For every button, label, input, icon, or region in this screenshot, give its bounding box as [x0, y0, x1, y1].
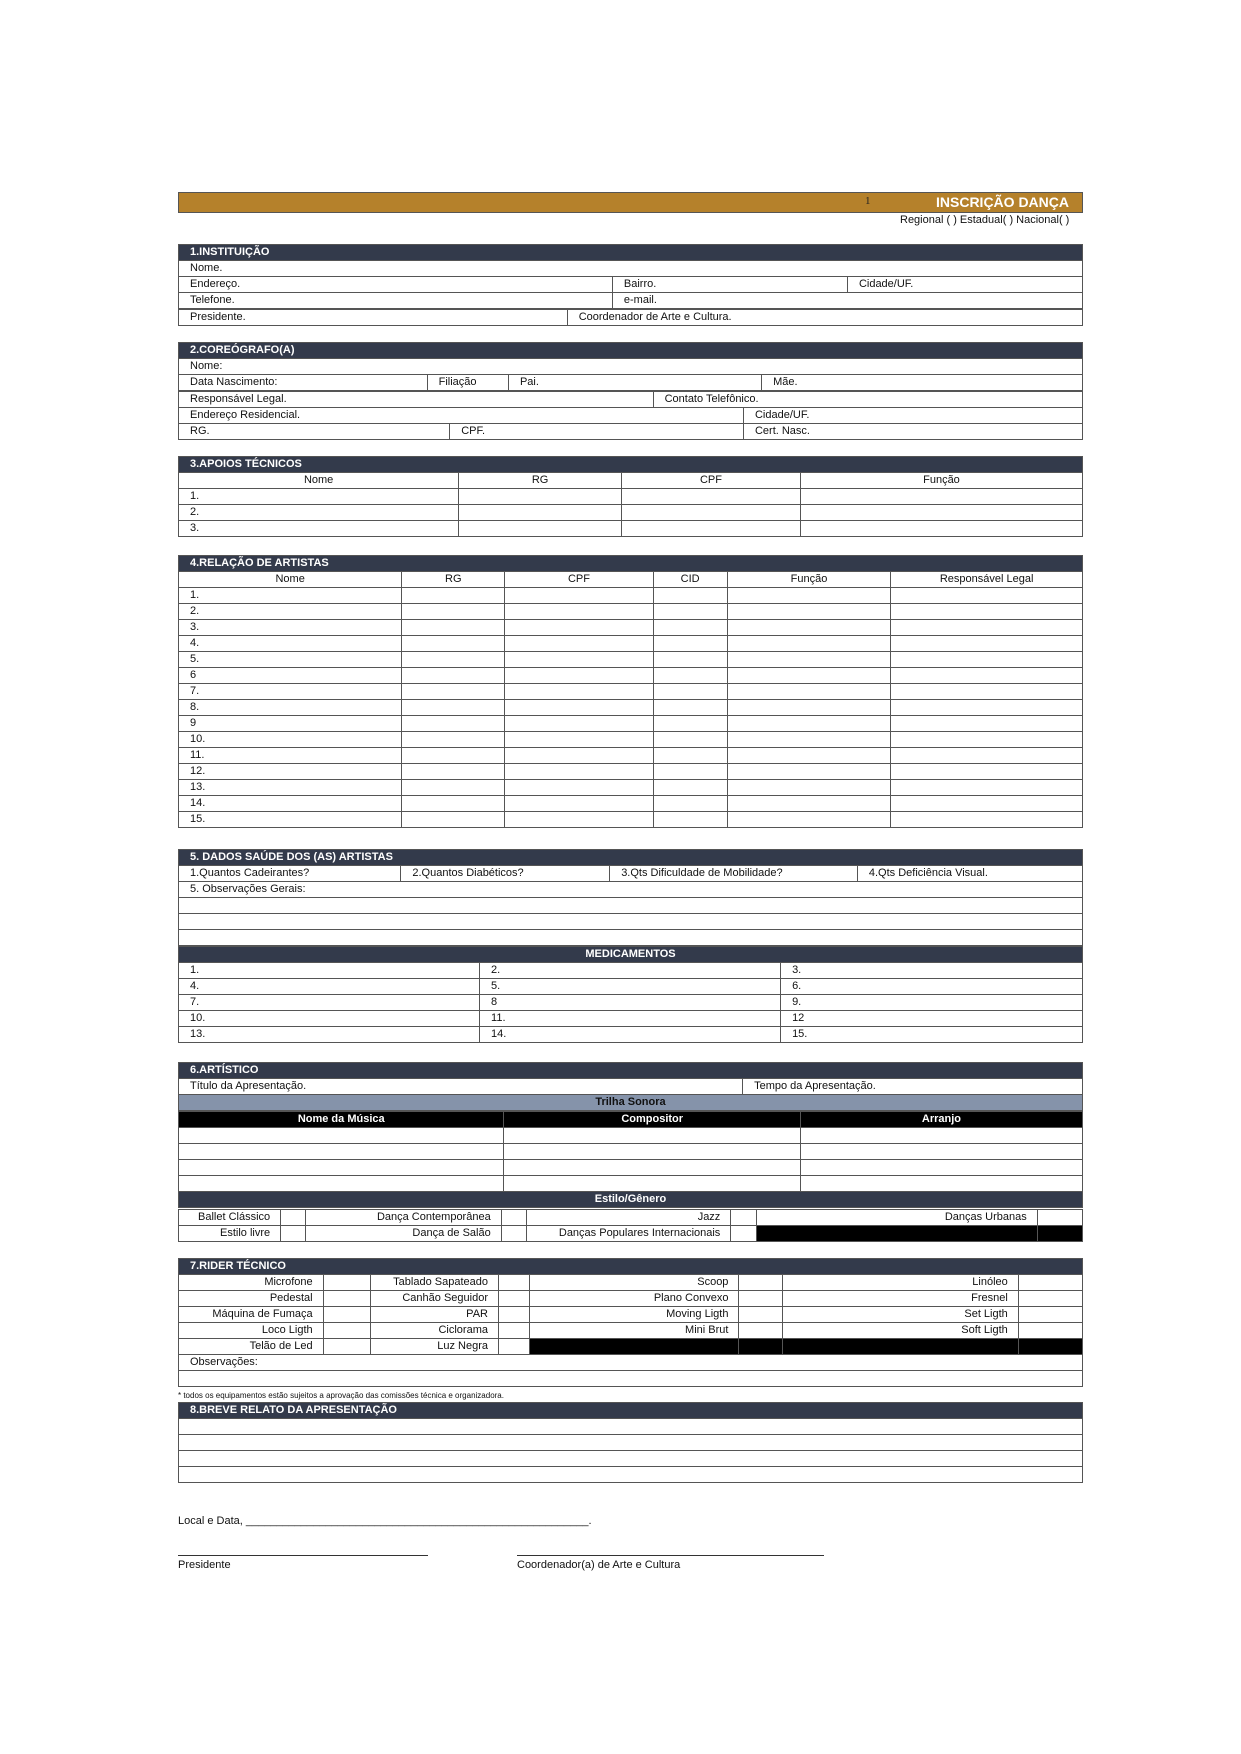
rider-checkbox[interactable] — [498, 1291, 529, 1307]
rider-checkbox[interactable] — [739, 1323, 782, 1339]
cell[interactable] — [505, 636, 653, 652]
cell[interactable] — [891, 812, 1083, 828]
rider-item: Pedestal — [179, 1291, 324, 1307]
cell[interactable] — [800, 489, 1082, 505]
cell[interactable] — [653, 652, 727, 668]
field-telefone[interactable]: Telefone. — [179, 293, 613, 309]
cell[interactable] — [505, 620, 653, 636]
trilha-title: Trilha Sonora — [179, 1095, 1083, 1111]
table-row — [179, 979, 1083, 995]
table-row — [179, 1291, 1083, 1307]
rider-checkbox[interactable] — [323, 1275, 370, 1291]
section-relato — [178, 1402, 1083, 1483]
cell[interactable] — [653, 684, 727, 700]
cell[interactable] — [459, 521, 622, 537]
rider-item: Loco Ligth — [179, 1323, 324, 1339]
table-row — [179, 636, 1083, 652]
section-rider — [178, 1258, 1083, 1387]
rider-checkbox[interactable] — [323, 1323, 370, 1339]
blank-fill — [782, 1339, 1018, 1355]
rider-item: Soft Ligth — [782, 1323, 1018, 1339]
col-header: Função — [800, 473, 1082, 489]
row-label: 10. — [179, 732, 402, 748]
section-title: 6.ARTÍSTICO — [179, 1063, 1083, 1079]
cell[interactable] — [891, 668, 1083, 684]
table-row — [179, 1011, 1083, 1027]
blank-line[interactable] — [179, 1467, 1083, 1483]
table-row — [179, 963, 1083, 979]
field-cidade[interactable]: Cidade/UF. — [743, 408, 1082, 424]
cell[interactable] — [653, 620, 727, 636]
section-title: 5. DADOS SAÚDE DOS (AS) ARTISTAS — [179, 850, 1083, 866]
field-endereco[interactable]: Endereço. — [179, 277, 613, 293]
cell[interactable] — [800, 521, 1082, 537]
cell[interactable] — [505, 716, 653, 732]
rider-checkbox[interactable] — [739, 1291, 782, 1307]
table-row — [179, 1128, 1083, 1144]
cell[interactable] — [402, 588, 505, 604]
estilo-checkbox[interactable] — [501, 1210, 526, 1226]
cell[interactable] — [653, 780, 727, 796]
cell[interactable] — [179, 1144, 504, 1160]
table-row — [179, 1323, 1083, 1339]
medicamento-field[interactable]: 15. — [781, 1027, 1083, 1043]
section-title: 8.BREVE RELATO DA APRESENTAÇÃO — [179, 1403, 1083, 1419]
blank-fill — [739, 1339, 782, 1355]
table-row — [179, 780, 1083, 796]
cell[interactable] — [402, 780, 505, 796]
level-options: Regional ( ) Estadual( ) Nacional( ) — [900, 214, 1070, 226]
rider-checkbox[interactable] — [1018, 1291, 1082, 1307]
rider-checkbox[interactable] — [739, 1307, 782, 1323]
rider-item: Linóleo — [782, 1275, 1018, 1291]
signature-presidente: Presidente — [178, 1559, 231, 1571]
rider-checkbox[interactable] — [1018, 1323, 1082, 1339]
cell[interactable] — [505, 604, 653, 620]
rider-checkbox[interactable] — [323, 1291, 370, 1307]
field-nome[interactable]: Nome. — [179, 261, 1083, 277]
cell[interactable] — [505, 812, 653, 828]
local-data[interactable]: Local e Data, ________________________________________________________. — [178, 1515, 592, 1527]
cell[interactable] — [727, 620, 891, 636]
rider-item: Luz Negra — [370, 1339, 498, 1355]
cell[interactable] — [402, 812, 505, 828]
cell[interactable] — [402, 668, 505, 684]
field-observacoes[interactable]: 5. Observações Gerais: — [179, 882, 1083, 898]
row-label: 7. — [179, 684, 402, 700]
table-row — [179, 604, 1083, 620]
cell[interactable] — [727, 684, 891, 700]
cell[interactable] — [653, 604, 727, 620]
medicamento-field[interactable]: 8 — [480, 995, 781, 1011]
table-row — [179, 652, 1083, 668]
cell[interactable] — [621, 521, 800, 537]
rider-checkbox[interactable] — [323, 1339, 370, 1355]
page-title: INSCRIÇÃO DANÇA — [936, 194, 1069, 210]
section-title: 2.COREÓGRAFO(A) — [179, 343, 1083, 359]
medicamento-field[interactable]: 6. — [781, 979, 1083, 995]
cell[interactable] — [653, 636, 727, 652]
rider-checkbox[interactable] — [498, 1275, 529, 1291]
rider-checkbox[interactable] — [1018, 1275, 1082, 1291]
section-title: 1.INSTITUIÇÃO — [179, 245, 1083, 261]
cell[interactable] — [402, 700, 505, 716]
cell[interactable] — [727, 604, 891, 620]
rider-item: Tablado Sapateado — [370, 1275, 498, 1291]
field-nome[interactable]: Nome: — [179, 359, 1083, 375]
row-label: 9 — [179, 716, 402, 732]
cell[interactable] — [800, 1176, 1082, 1192]
table-row — [179, 1160, 1083, 1176]
cell[interactable] — [402, 732, 505, 748]
col-header: Nome — [179, 473, 459, 489]
medicamentos-title: MEDICAMENTOS — [179, 947, 1083, 963]
signature-coordenador: Coordenador(a) de Arte e Cultura — [517, 1559, 681, 1571]
col-header: Arranjo — [800, 1112, 1082, 1128]
field-rg[interactable]: RG. — [179, 424, 450, 440]
cell[interactable] — [727, 812, 891, 828]
cell[interactable] — [504, 1160, 801, 1176]
field-cadeirantes[interactable]: 1.Quantos Cadeirantes? — [179, 866, 401, 882]
cell[interactable] — [891, 796, 1083, 812]
row-label: 14. — [179, 796, 402, 812]
cell[interactable] — [727, 764, 891, 780]
rider-item: Ciclorama — [370, 1323, 498, 1339]
field-cpf[interactable]: CPF. — [450, 424, 744, 440]
medicamento-field[interactable]: 5. — [480, 979, 781, 995]
row-label: 11. — [179, 748, 402, 764]
medicamento-field[interactable]: 9. — [781, 995, 1083, 1011]
blank-line[interactable] — [179, 1435, 1083, 1451]
blank-line[interactable] — [179, 930, 1083, 946]
row-label: 8. — [179, 700, 402, 716]
rider-item: Plano Convexo — [529, 1291, 739, 1307]
cell[interactable] — [505, 780, 653, 796]
row-label: 13. — [179, 780, 402, 796]
cell[interactable] — [800, 1160, 1082, 1176]
blank-line[interactable] — [179, 1451, 1083, 1467]
section-instituicao — [178, 244, 1083, 309]
cell[interactable] — [800, 1144, 1082, 1160]
signature-line-coordenador — [517, 1555, 824, 1556]
medicamento-field[interactable]: 4. — [179, 979, 480, 995]
cell[interactable] — [800, 505, 1082, 521]
cell[interactable] — [179, 1128, 504, 1144]
cell[interactable] — [653, 796, 727, 812]
blank-fill — [1018, 1339, 1082, 1355]
row-label: 3. — [179, 620, 402, 636]
cell[interactable] — [727, 588, 891, 604]
estilo-contemporanea: Dança Contemporânea — [306, 1210, 501, 1226]
table-row — [179, 1307, 1083, 1323]
cell[interactable] — [891, 700, 1083, 716]
blank-line[interactable] — [179, 1419, 1083, 1435]
section-medicamentos — [178, 946, 1083, 1043]
table-row — [179, 1027, 1083, 1043]
table-row — [179, 812, 1083, 828]
row-label: 2. — [179, 604, 402, 620]
section-saude — [178, 849, 1083, 946]
medicamento-field[interactable]: 3. — [781, 963, 1083, 979]
col-header: Função — [727, 572, 891, 588]
section-coreografo-b — [178, 391, 1083, 440]
medicamento-field[interactable]: 11. — [480, 1011, 781, 1027]
cell[interactable] — [891, 604, 1083, 620]
field-diabeticos[interactable]: 2.Quantos Diabéticos? — [401, 866, 610, 882]
col-header: CPF — [505, 572, 653, 588]
cell[interactable] — [505, 652, 653, 668]
rider-item: Máquina de Fumaça — [179, 1307, 324, 1323]
medicamento-field[interactable]: 7. — [179, 995, 480, 1011]
cell[interactable] — [891, 636, 1083, 652]
rider-note: * todos os equipamentos estão sujeitos a aprovação das comissões técnica e organizadora. — [178, 1391, 504, 1400]
cell[interactable] — [891, 732, 1083, 748]
field-observacoes[interactable]: Observações: — [179, 1355, 1083, 1371]
estilo-checkbox[interactable] — [731, 1226, 756, 1242]
page-number: 1 — [865, 195, 871, 207]
col-header: CID — [653, 572, 727, 588]
cell[interactable] — [653, 588, 727, 604]
field-email[interactable]: e-mail. — [612, 293, 1082, 309]
field-data-nascimento[interactable]: Data Nascimento: — [179, 375, 428, 391]
rider-checkbox[interactable] — [498, 1323, 529, 1339]
rider-item: Set Ligth — [782, 1307, 1018, 1323]
rider-item: Telão de Led — [179, 1339, 324, 1355]
estilo-checkbox[interactable] — [281, 1210, 306, 1226]
table-row — [179, 1144, 1083, 1160]
cell[interactable] — [891, 716, 1083, 732]
row-label: 12. — [179, 764, 402, 780]
cell[interactable] — [505, 732, 653, 748]
signature-line-presidente — [178, 1555, 428, 1556]
field-contato[interactable]: Contato Telefônico. — [653, 392, 1082, 408]
cell[interactable] — [891, 588, 1083, 604]
estilo-checkbox[interactable] — [501, 1226, 526, 1242]
estilo-ballet: Ballet Clássico — [179, 1210, 281, 1226]
cell[interactable] — [653, 812, 727, 828]
cell[interactable] — [653, 748, 727, 764]
estilo-checkbox[interactable] — [281, 1226, 306, 1242]
blank-line[interactable] — [179, 898, 1083, 914]
medicamento-field[interactable]: 13. — [179, 1027, 480, 1043]
rider-item: Microfone — [179, 1275, 324, 1291]
cell[interactable] — [727, 732, 891, 748]
cell[interactable] — [505, 796, 653, 812]
blank-line[interactable] — [179, 1371, 1083, 1387]
section-title: 7.RIDER TÉCNICO — [179, 1259, 1083, 1275]
table-row — [179, 620, 1083, 636]
medicamento-field[interactable]: 2. — [480, 963, 781, 979]
cell[interactable] — [504, 1144, 801, 1160]
cell[interactable] — [402, 684, 505, 700]
col-header: RG — [402, 572, 505, 588]
table-row — [179, 1275, 1083, 1291]
table-row — [179, 684, 1083, 700]
row-label: 1. — [179, 489, 459, 505]
col-header: RG — [459, 473, 622, 489]
cell[interactable] — [727, 716, 891, 732]
cell[interactable] — [891, 748, 1083, 764]
table-row — [179, 668, 1083, 684]
field-mae[interactable]: Mãe. — [762, 375, 1083, 391]
cell[interactable] — [653, 716, 727, 732]
row-label: 4. — [179, 636, 402, 652]
rider-item: PAR — [370, 1307, 498, 1323]
table-row — [179, 732, 1083, 748]
cell[interactable] — [179, 1176, 504, 1192]
cell[interactable] — [402, 604, 505, 620]
cell[interactable] — [505, 748, 653, 764]
cell[interactable] — [505, 588, 653, 604]
table-row — [179, 505, 1083, 521]
medicamento-field[interactable]: 14. — [480, 1027, 781, 1043]
field-bairro[interactable]: Bairro. — [612, 277, 847, 293]
cell[interactable] — [402, 796, 505, 812]
medicamento-field[interactable]: 10. — [179, 1011, 480, 1027]
cell[interactable] — [505, 764, 653, 780]
rider-checkbox[interactable] — [739, 1275, 782, 1291]
cell[interactable] — [505, 684, 653, 700]
col-header: Nome da Música — [179, 1112, 504, 1128]
field-filiacao: Filiação — [427, 375, 508, 391]
estilo-jazz: Jazz — [527, 1210, 731, 1226]
col-header: CPF — [621, 473, 800, 489]
cell[interactable] — [727, 636, 891, 652]
field-endereco[interactable]: Endereço Residencial. — [179, 408, 744, 424]
table-row — [179, 489, 1083, 505]
estilo-livre: Estilo livre — [179, 1226, 281, 1242]
field-coordenador[interactable]: Coordenador de Arte e Cultura. — [567, 310, 1082, 326]
field-mobilidade[interactable]: 3.Qts Dificuldade de Mobilidade? — [610, 866, 858, 882]
cell[interactable] — [505, 700, 653, 716]
rider-checkbox[interactable] — [498, 1307, 529, 1323]
field-titulo[interactable]: Título da Apresentação. — [179, 1079, 743, 1095]
section-title: 3.APOIOS TÉCNICOS — [179, 457, 1083, 473]
table-row — [179, 748, 1083, 764]
row-label: 15. — [179, 812, 402, 828]
cell[interactable] — [727, 652, 891, 668]
section-title: 4.RELAÇÃO DE ARTISTAS — [179, 556, 1083, 572]
section-coreografo — [178, 342, 1083, 391]
table-row — [179, 796, 1083, 812]
cell[interactable] — [891, 652, 1083, 668]
rider-checkbox[interactable] — [498, 1339, 529, 1355]
cell[interactable] — [653, 732, 727, 748]
cell[interactable] — [653, 764, 727, 780]
cell[interactable] — [402, 716, 505, 732]
table-row — [179, 521, 1083, 537]
cell[interactable] — [402, 652, 505, 668]
section-instituicao-b — [178, 309, 1083, 326]
cell[interactable] — [504, 1176, 801, 1192]
rider-item: Scoop — [529, 1275, 739, 1291]
estilo-populares: Danças Populares Internacionais — [527, 1226, 731, 1242]
cell[interactable] — [891, 780, 1083, 796]
row-label: 2. — [179, 505, 459, 521]
col-header: Nome — [179, 572, 402, 588]
rider-checkbox[interactable] — [323, 1307, 370, 1323]
medicamento-field[interactable]: 1. — [179, 963, 480, 979]
rider-checkbox[interactable] — [1018, 1307, 1082, 1323]
field-cert[interactable]: Cert. Nasc. — [743, 424, 1082, 440]
section-artistas — [178, 555, 1083, 828]
rider-item: Fresnel — [782, 1291, 1018, 1307]
row-label: 3. — [179, 521, 459, 537]
cell[interactable] — [727, 700, 891, 716]
table-row — [179, 1176, 1083, 1192]
cell[interactable] — [891, 620, 1083, 636]
col-header: Compositor — [504, 1112, 801, 1128]
rider-item: Moving Ligth — [529, 1307, 739, 1323]
section-apoios — [178, 456, 1083, 537]
cell[interactable] — [505, 668, 653, 684]
blank-line[interactable] — [179, 914, 1083, 930]
cell[interactable] — [727, 748, 891, 764]
cell[interactable] — [402, 748, 505, 764]
row-label: 1. — [179, 588, 402, 604]
cell[interactable] — [800, 1128, 1082, 1144]
field-cidade[interactable]: Cidade/UF. — [847, 277, 1082, 293]
blank-fill — [1037, 1226, 1082, 1242]
cell[interactable] — [402, 764, 505, 780]
field-tempo[interactable]: Tempo da Apresentação. — [743, 1079, 1083, 1095]
cell[interactable] — [402, 636, 505, 652]
medicamento-field[interactable]: 12 — [781, 1011, 1083, 1027]
estilo-urbanas: Danças Urbanas — [756, 1210, 1037, 1226]
section-artistico — [178, 1062, 1083, 1111]
cell[interactable] — [504, 1128, 801, 1144]
cell[interactable] — [891, 684, 1083, 700]
estilo-title: Estilo/Gênero — [179, 1192, 1083, 1208]
cell[interactable] — [621, 489, 800, 505]
cell[interactable] — [621, 505, 800, 521]
cell[interactable] — [727, 780, 891, 796]
field-pai[interactable]: Pai. — [508, 375, 761, 391]
section-musicas — [178, 1111, 1083, 1208]
rider-item: Canhão Seguidor — [370, 1291, 498, 1307]
col-header: Responsável Legal — [891, 572, 1083, 588]
cell[interactable] — [459, 489, 622, 505]
table-row — [179, 1339, 1083, 1355]
blank-fill — [756, 1226, 1037, 1242]
estilo-checkbox[interactable] — [731, 1210, 756, 1226]
cell[interactable] — [653, 668, 727, 684]
blank-fill — [529, 1339, 739, 1355]
estilo-checkbox[interactable] — [1037, 1210, 1082, 1226]
cell[interactable] — [179, 1160, 504, 1176]
table-row — [179, 700, 1083, 716]
cell[interactable] — [727, 796, 891, 812]
estilo-salao: Dança de Salão — [306, 1226, 501, 1242]
table-row — [179, 764, 1083, 780]
table-row — [179, 995, 1083, 1011]
row-label: 5. — [179, 652, 402, 668]
field-responsavel[interactable]: Responsável Legal. — [179, 392, 654, 408]
rider-item: Mini Brut — [529, 1323, 739, 1339]
table-row — [179, 588, 1083, 604]
cell[interactable] — [653, 700, 727, 716]
field-presidente[interactable]: Presidente. — [179, 310, 568, 326]
section-estilos — [178, 1209, 1083, 1242]
row-label: 6 — [179, 668, 402, 684]
cell[interactable] — [727, 668, 891, 684]
table-row — [179, 716, 1083, 732]
cell[interactable] — [459, 505, 622, 521]
cell[interactable] — [891, 764, 1083, 780]
cell[interactable] — [402, 620, 505, 636]
field-deficiencia-visual[interactable]: 4.Qts Deficiência Visual. — [857, 866, 1082, 882]
